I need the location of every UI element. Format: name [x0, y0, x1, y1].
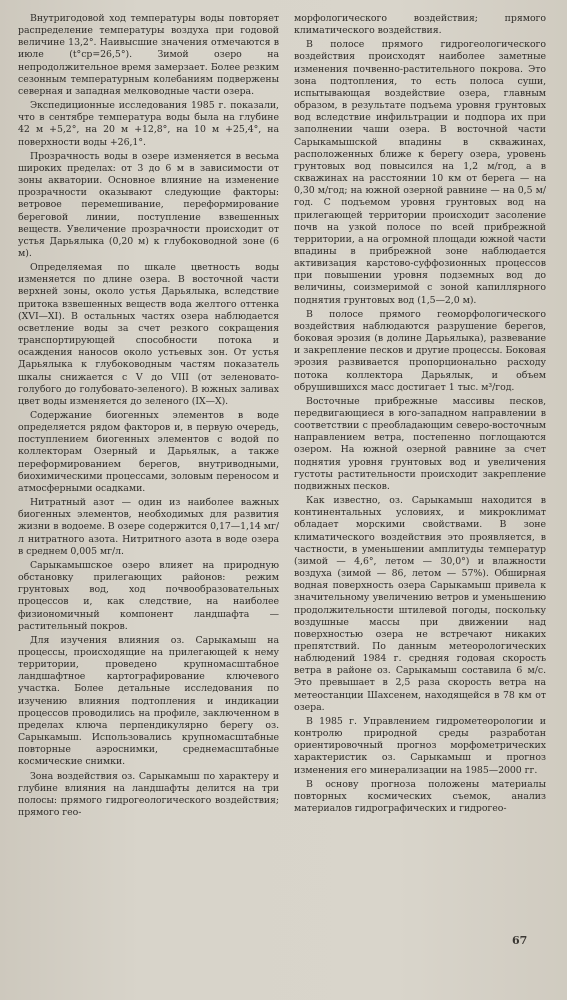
- page-number: 67: [512, 934, 528, 947]
- paragraph-forecast-1985: В 1985 г. Управлением гидрометеорологии и контролю природной среды разработан ориентировочный прогноз морфометрических характеристик оз. Сарыкамыш и прогноз изменения его минерализации на 1985—2000 гг.: [294, 715, 546, 776]
- paragraph-hydrogeological-zone: В полосе прямого гидрогеологического воздействия происходят наиболее заметные изменения почвенно-растительного покрова. Это зона подтопления, то есть полоса суши, испытывающая воздействие озера, главным образом, в результате подъема уровня грунтовых вод вследствие инфильтрации и подпора их при заполнении чаши озера. В восточной части Сарыкамышской впадины в скважинах, расположенных ближе к берегу озера, уровень грунтовых вод повысился на 1,2 м/год, а в скважинах на расстоянии 10 км от берега — на 0,30 м/год; на южной озерной равнине — на 0,5 м/год. С подъемом уровня грунтовых вод на прилегающей территории происходит засоление почв на узкой полосе по всей прибрежной территории, а на огромной площади южной части впадины в прибрежной зоне наблюдается активизация карстово-суффозионных процессов при повышении уровня подземных вод до величины, соизмеримой с зоной капиллярного поднятия грунтовых вод (1,5—2,0 м).: [294, 39, 546, 306]
- paragraph-lake-influence: Сарыкамышское озеро влияет на природную обстановку прилегающих районов: режим грунтовых вод, ход почвообразовательных процессов и, как следствие, на наиболее физиономичный компонент ландшафта — растительный покров.: [18, 559, 279, 632]
- paragraph-water-temperature: Внутригодовой ход температуры воды повторяет распределение температуры воздуха при годовой величине 13,2°. Наивысшие значения отмечаются в июле (t°ср=26,5°). Зимой озеро на непродолжительное время замерзает. Более резким сезонным температурным колебаниям подвержены северная и западная мелководные части озера.: [18, 13, 279, 97]
- paragraph-transparency: Прозрачность воды в озере изменяется в весьма широких пределах: от 3 до 6 м в зависимости от зоны акватории. Основное влияние на изменение прозрачности оказывают следующие факторы: ветровое перемешивание, переформирование береговой линии, поступление взвешенных веществ. Увеличение прозрачности происходит от устья Дарьялыка (0,20 м) к глубоководной зоне (6 м).: [18, 150, 279, 259]
- paragraph-landscape-mapping: Для изучения влияния оз. Сарыкамыш на процессы, происходящие на прилегающей к нему территории, проведено крупномасштабное ландшафтное картографирование ключевого участка. Более детальные исследования по изучению влияния подтопления и индикации процессов проводились на профиле, заключенном в пределах ключа перпендикулярно берегу оз. Сарыкамыш. Использовались крупномасштабные повторные аэроснимки, среднемасштабные космические снимки.: [18, 634, 279, 768]
- paragraph-color-scale: Определяемая по шкале цветность воды изменяется по длине озера. В восточной части верхней зоны, около устья Дарьялыка, вследствие притока взвешенных веществ вода желтого оттенка (XVI—XI). В остальных частях озера наблюдается осветление воды за счет резкого сокращения транспортирующей способности потока и осаждения наносов около устьевых зон. От устья Дарьялыка к глубоководным частям показатель шкалы снижается с V до VIII (от зеленовато-голубого до голубовато-зеленого). В южных заливах цвет воды изменяется до зеленого (IX—X).: [18, 262, 279, 407]
- paragraph-expedition-1985: Экспедиционные исследования 1985 г. показали, что в сентябре температура воды была на глубине 42 м +5,2°, на 20 м +12,8°, на 10 м +25,4°, на поверхности воды +26,1°.: [18, 100, 279, 148]
- paragraph-impact-zones: Зона воздействия оз. Сарыкамыш по характеру и глубине влияния на ландшафты делится на три полосы: прямого гидрогеологического воздействия; прямого гео-: [18, 770, 279, 818]
- paragraph-continuation: морфологического воздействия; прямого климатического воздействия.: [294, 13, 546, 37]
- right-column: [294, 13, 546, 815]
- paragraph-geomorphological-zone: В полосе прямого геоморфологического воздействия наблюдаются разрушение берегов, боковая эрозия (в долине Дарьялыка), развевание и закрепление песков и другие процессы. Боковая эрозия развивается пропорционально расходу потока коллектора Дарьялык, и объем обрушившихся масс достигает 1 тыс. м³/год.: [294, 308, 546, 393]
- paragraph-forecast-basis: В основу прогноза положены материалы повторных космических съемок, анализ материалов гидрографических и гидрогео-: [294, 778, 546, 814]
- paragraph-nitrate-nitrogen: Нитратный азот — один из наиболее важных биогенных элементов, необходимых для развития жизни в водоеме. В озере содержится 0,17—1,14 мг/л нитратного азота. Нитритного азота в воде озера в среднем 0,005 мг/л.: [18, 497, 279, 557]
- paragraph-microclimate: Как известно, оз. Сарыкамыш находится в континентальных условиях, и микроклимат обладает морскими свойствами. В зоне климатического воздействия это проявляется, в частности, в уменьшении амплитуды температур (зимой — 4,6°, летом — 30,0°) и влажности воздуха (зимой — 86, летом — 57%). Обширная водная поверхность озера Сарыкамыш привела к значительному увеличению ветров и уменьшению продолжительности штилевой погоды, поскольку воздушные массы при движении над поверхностью озера не встречают никаких препятствий. По данным метеорологических наблюдений 1984 г. средняя годовая скорость ветра в районе оз. Сарыкамыш составила 6 м/с. Это превышает в 2,5 раза скорость ветра на метеостанции Шахсенем, находящейся в 78 км от озера.: [294, 495, 546, 713]
- paragraph-sand-massifs: Восточные прибрежные массивы песков, передвигающиеся в юго-западном направлении в соответствии с преобладающим северо-восточным направлением ветра, постепенно поглощаются озером. На южной озерной равнине за счет поднятия уровня грунтовых вод и увеличения густоты растительности происходит закрепление подвижных песков.: [294, 395, 546, 492]
- left-column: [18, 13, 279, 819]
- paragraph-biogenic-elements: Содержание биогенных элементов в воде определяется рядом факторов и, в первую очередь, поступлением биогенных элементов с водой по коллекторам Озерный и Дарьялык, а также переформированием берегов, внутриводными, биохимическими процессами, золовым переносом и атмосферными осадками.: [18, 410, 279, 494]
